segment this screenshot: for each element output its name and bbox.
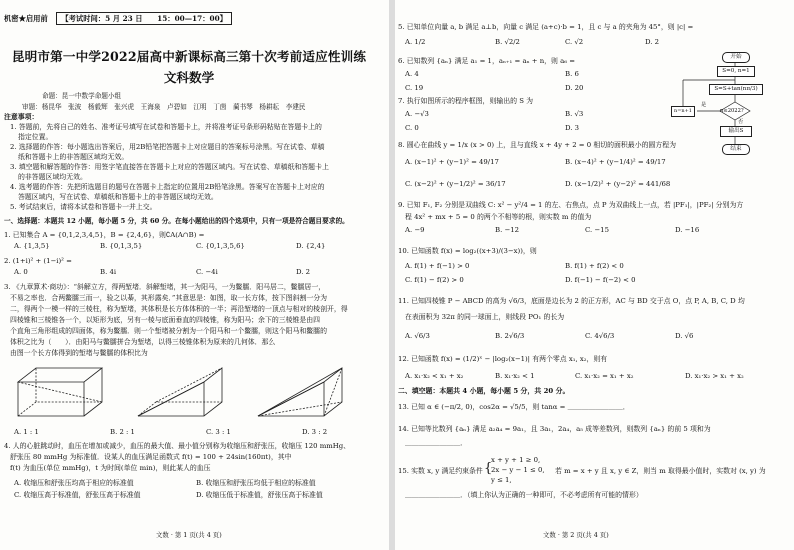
question-10-option-c: C. f(1) − f(2) > 0 xyxy=(405,276,464,284)
question-5-option-b: B. √2/2 xyxy=(495,38,520,46)
exam-subject: 文科数学 xyxy=(163,70,215,85)
question-5-option-d: D. 2 xyxy=(645,38,660,46)
question-7-stem: 7. 执行如图所示的程序框图，则输出的 S 为 xyxy=(398,97,534,105)
question-14-line: 14. 已知等比数列 {aₙ} 满足 a₂a₄ = 9a₁，且 3a₁，2a₄，a₅ 成等差数列，则数列 {aₙ} 的前 5 项和为 xyxy=(398,425,711,433)
question-11-option-d: D. √6 xyxy=(675,332,694,340)
question-3-option-a: A. 1 : 1 xyxy=(14,428,39,436)
question-9-line: 程 4x² + mx + 5 = 0 的两个不相等的根，则实数 m 的值为 xyxy=(405,213,592,221)
question-1-stem: 1. 已知集合 A = {0,1,2,3,4,5}，B = {2,4,6}，则∁A(A∩B) = xyxy=(4,231,205,239)
question-15-constraint: 2x − y − 1 ≤ 0, xyxy=(491,466,545,474)
flowchart-init: S=0, n=1 xyxy=(717,66,755,77)
question-11-option-b: B. 2√6/3 xyxy=(495,332,525,340)
question-12-option-d: D. x₁·x₂ > x₁ + x₂ xyxy=(685,372,744,380)
question-15-answer-line: ＿＿＿＿＿＿＿＿．（填上你认为正确的一种即可，不必考虑所有可能的情形） xyxy=(405,491,643,499)
flowchart-no-label: 否 xyxy=(738,119,744,125)
flowchart-yes-label: 是 xyxy=(701,102,707,108)
exam-header xyxy=(4,14,232,24)
question-9-option-d: D. −16 xyxy=(675,226,700,234)
flowchart-update-s: S=S+tan(nπ/3) xyxy=(709,84,763,95)
question-7-option-a: A. −√3 xyxy=(405,110,429,118)
question-5-stem: 5. 已知单位向量 a, b 满足 a⊥b，向量 c 满足 (a+c)·b = 1，且 c 与 a 的夹角为 45°，则 |c| = xyxy=(398,23,694,31)
question-4-option-c: C. 收缩压高于标准值，舒张压高于标准值 xyxy=(14,491,141,499)
question-10-stem: 10. 已知函数 f(x) = log₂((x+3)/(3−x))，则 xyxy=(398,247,537,255)
question-4-option-a: A. 收缩压和舒张压均高于相应的标准值 xyxy=(14,479,134,487)
right-page xyxy=(395,0,794,550)
notice-line: 4. 选考题的作答：先把所选题目的题号在答题卡上指定的位置用2B铅笔涂黑。答案写在答题卡上对应的 xyxy=(10,183,325,191)
question-6-option-a: A. 4 xyxy=(405,70,419,78)
question-12-option-c: C. x₁·x₂ = x₁ + x₂ xyxy=(575,372,634,380)
notice-line: 5. 考试结束后，请将本试卷和答题卡一并上交。 xyxy=(10,203,157,211)
question-10-option-b: B. f(1) + f(2) < 0 xyxy=(565,262,624,270)
question-10-option-d: D. f(−1) − f(−2) < 0 xyxy=(565,276,636,284)
question-4-line: 4. 人的心脏跳动时，血压在增加或减少，血压的最大值、最小值分别称为收缩压和舒张压，收缩压 120 mmHg、 xyxy=(4,442,351,450)
question-1-option-b: B. {0,1,3,5} xyxy=(100,242,143,250)
question-3-line: 3. 《九章算术·商功》：“斜解立方，得两堑堵．斜解堑堵，其一为阳马，一为鳖臑．阳马居二，鳖臑居一， xyxy=(4,283,326,291)
question-11-option-c: C. 4√6/3 xyxy=(585,332,615,340)
question-2-option-b: B. 4i xyxy=(100,268,117,276)
question-3-figure xyxy=(14,360,374,422)
question-8-option-b: B. (x−4)² + (y−1/4)² = 49/17 xyxy=(565,158,666,166)
question-2-option-c: C. −4i xyxy=(196,268,218,276)
question-15-suffix: 若 m = x + y 且 x, y ∈ Z，则当 m 取得最小值时，实数对 (x, y) 为 xyxy=(555,467,766,475)
question-9-option-c: C. −15 xyxy=(585,226,609,234)
question-3-option-c: C. 3 : 1 xyxy=(206,428,231,436)
notice-line: 答题区域内，写在试卷、草稿纸和答题卡上的非答题区域均无效。 xyxy=(18,193,218,201)
question-3-line: 不易之率也．合两鳖臑三而一，验之以棊，其形露矣．”其意思是：如图，取一长方体，按下图斜割一分为 xyxy=(10,294,328,302)
notice-line: 1. 答题前，先将自己的姓名、准考证号填写在试卷和答题卡上，并将准考证号条形码粘贴在答题卡上的 xyxy=(10,123,322,131)
left-page xyxy=(0,0,389,550)
question-9-option-a: A. −9 xyxy=(405,226,425,234)
question-4-option-d: D. 收缩压低于标准值，舒张压高于标准值 xyxy=(196,491,323,499)
question-5-option-c: C. √2 xyxy=(565,38,584,46)
question-9-line: 9. 已知 F₁, F₂ 分别是双曲线 C: x² − y²/4 = 1 的左、右焦点，点 P 为双曲线上一点，若 |PF₁|，|PF₂| 分别为方 xyxy=(398,201,744,209)
secret-seal: 机密★启用前 xyxy=(4,14,48,23)
question-1-option-a: A. {1,3,5} xyxy=(14,242,50,250)
question-8-option-d: D. (x−1/2)² + (y−2)² = 441/68 xyxy=(565,180,671,188)
section-heading-choice: 一、选择题：本题共 12 小题，每小题 5 分，共 60 分。在每小题给出的四个选项中，只有一项是符合题目要求的。 xyxy=(4,217,349,225)
question-6-option-d: D. 20 xyxy=(565,84,584,92)
flowchart-end: 结束 xyxy=(722,144,750,155)
question-8-option-a: A. (x−1)² + (y−1)² = 49/17 xyxy=(405,158,499,166)
question-14-line: ＿＿＿＿＿＿＿＿． xyxy=(405,439,468,447)
question-4-line: 舒张压 80 mmHg 为标准值．设某人的血压满足函数式 f(t) = 100 + 24sin(160πt)，其中 xyxy=(10,453,292,461)
question-7-option-d: D. 3 xyxy=(565,124,580,132)
question-11-option-a: A. √6/3 xyxy=(405,332,430,340)
flowchart-condition: n≤2022? xyxy=(720,108,744,114)
question-2-option-a: A. 0 xyxy=(14,268,28,276)
question-15-prefix: 15. 实数 x, y 满足约束条件 xyxy=(398,467,483,475)
flowchart-increment-n: n=n+1 xyxy=(671,106,695,117)
question-3-line: 体积之比为（ ）．由阳马与鳖臑拼合为堑堵，以得三棱锥体积为原来的几何体．那么 xyxy=(10,338,276,346)
question-5-option-a: A. 1/2 xyxy=(405,38,426,46)
question-6-stem: 6. 已知数列 {aₙ} 满足 a₁ = 1，aₙ₊₁ = aₙ + n，则 a₆ = xyxy=(398,57,575,65)
question-10-option-a: A. f(1) + f(−1) > 0 xyxy=(405,262,470,270)
notice-line: 2. 选择题的作答：每小题选出答案后，用2B铅笔把答题卡上对应题目的答案标号涂黑。写在试卷、草稿 xyxy=(10,143,325,151)
page-footer-left: 文数 · 第 1 页(共 4 页) xyxy=(156,531,222,539)
notice-line: 纸和答题卡上的非答题区域均无效。 xyxy=(18,153,129,161)
question-3-line: 个直角三角形组成的四面体，称为鳖臑．则一个堑堵被分割为一个阳马和一个鳖臑，则这个阳马和鳖臑的 xyxy=(10,327,327,335)
author-line-2: 审题：杨昆华 张波 杨毅辉 张兴虎 王海泉 卢碧如 江明 丁茵 蔺书琴 杨耕耘 李建民 xyxy=(22,103,306,111)
question-2-option-d: D. 2 xyxy=(296,268,311,276)
question-4-line: f(t) 为血压(单位 mmHg)，t 为时间(单位 min)，则此某人的血压 xyxy=(10,464,211,472)
notice-line: 的非答题区域均无效。 xyxy=(18,173,87,181)
question-11-line: 在表面积为 32π 的同一球面上，则线段 PO₁ 的长为 xyxy=(405,313,565,321)
question-1-option-c: C. {0,1,3,5,6} xyxy=(196,242,245,250)
question-7-option-b: B. √3 xyxy=(565,110,584,118)
question-4-option-b: B. 收缩压和舒张压均低于相应的标准值 xyxy=(196,479,316,487)
question-15-constraint: y ≤ 1, xyxy=(491,476,512,484)
question-11-line: 11. 已知四棱锥 P − ABCD 的高为 √6/3，底面是边长为 2 的正方形，AC 与 BD 交于点 O，点 P, A, B, C, D 均 xyxy=(398,297,745,305)
exam-title: 昆明市第一中学2022届高中新课标高三第十次考前适应性训练 xyxy=(11,49,367,64)
notice-line: 3. 填空题和解答题的作答：用签字笔直接答在答题卡上对应的答题区域内。写在试卷、草稿纸和答题卡上 xyxy=(10,163,329,171)
question-8-stem: 8. 圆心在曲线 y = 1/x (x > 0) 上，且与直线 x + 4y + 2 = 0 相切的面积最小的圆方程为 xyxy=(398,141,677,149)
question-8-option-c: C. (x−2)² + (y−1/2)² = 36/17 xyxy=(405,180,506,188)
question-3-option-d: D. 3 : 2 xyxy=(302,428,328,436)
question-6-option-c: C. 19 xyxy=(405,84,424,92)
question-12-option-b: B. x₁·x₂ < 1 xyxy=(495,372,535,380)
question-3-line: 二，得两个一模一样的三棱柱，称为堑堵，其体积是长方体体积的一半；再沿堑堵的一顶点与相对的棱剖开，得 xyxy=(10,305,348,313)
question-3-line: 由图一个长方体得到的堑堵与鳖臑的体积比为 xyxy=(10,349,148,357)
page-footer-right: 文数 · 第 2 页(共 4 页) xyxy=(543,531,609,539)
question-3-option-b: B. 2 : 1 xyxy=(110,428,135,436)
question-6-option-b: B. 6 xyxy=(565,70,579,78)
question-15-brace: { xyxy=(484,461,493,476)
exam-time-box: 【考试时间：5 月 23 日 15：00—17：00】 xyxy=(56,12,232,25)
question-12-option-a: A. x₁·x₂ < x₁ + x₂ xyxy=(405,372,464,380)
flowchart-output: 输出S xyxy=(720,126,752,137)
question-12-stem: 12. 已知函数 f(x) = (1/2)ˣ − |log₂(x−1)| 有两个零点 x₁, x₂，则有 xyxy=(398,355,608,363)
notice-title: 注意事项： xyxy=(4,113,39,121)
question-2-stem: 2. (1+i)² + (1−i)² = xyxy=(4,257,72,265)
question-7-option-c: C. 0 xyxy=(405,124,419,132)
question-3-line: 四棱锥和三棱锥各一个，以矩形为底，另有一棱与底面垂直的四棱锥，称为阳马；余下的三棱锥是由四 xyxy=(10,316,321,324)
question-9-option-b: B. −12 xyxy=(495,226,519,234)
author-line-1: 命题：昆一中数学命题小组 xyxy=(42,92,122,100)
section-heading-fill: 二、填空题：本题共 4 小题，每小题 5 分，共 20 分。 xyxy=(398,387,570,395)
question-1-option-d: D. {2,4} xyxy=(296,242,326,250)
notice-line: 指定位置。 xyxy=(18,133,53,141)
question-15-constraint: x + y + 1 ≥ 0, xyxy=(491,456,541,464)
flowchart-start: 开始 xyxy=(722,52,750,63)
question-13-stem: 13. 已知 α ∈ (−π/2, 0)，cos2α = √5/5，则 tanα = ＿＿＿＿＿＿＿＿． xyxy=(398,403,630,411)
